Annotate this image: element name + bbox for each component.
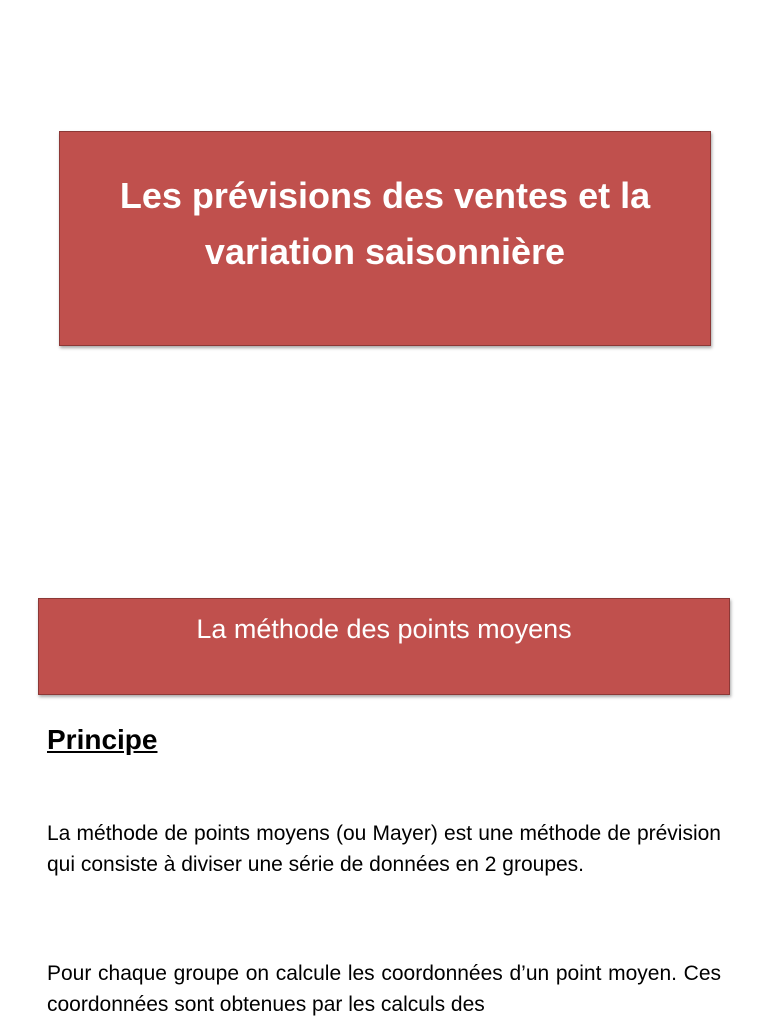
section-title: La méthode des points moyens [196, 614, 572, 644]
principle-heading: Principe [47, 724, 158, 755]
slide-title: Les prévisions des ventes et la variation saisonnière [119, 174, 651, 272]
section-title-box [38, 598, 730, 695]
body-paragraph-1: La méthode de points moyens (ou Mayer) est une méthode de prévision qui consiste à diviser une série de données en 2 groupes. [47, 822, 721, 876]
body-paragraph-2: Pour chaque groupe on calcule les coordonnées d’un point moyen. Ces coordonnées sont obtenues par les calculs des [47, 962, 721, 1016]
title-slide-box [59, 131, 711, 346]
